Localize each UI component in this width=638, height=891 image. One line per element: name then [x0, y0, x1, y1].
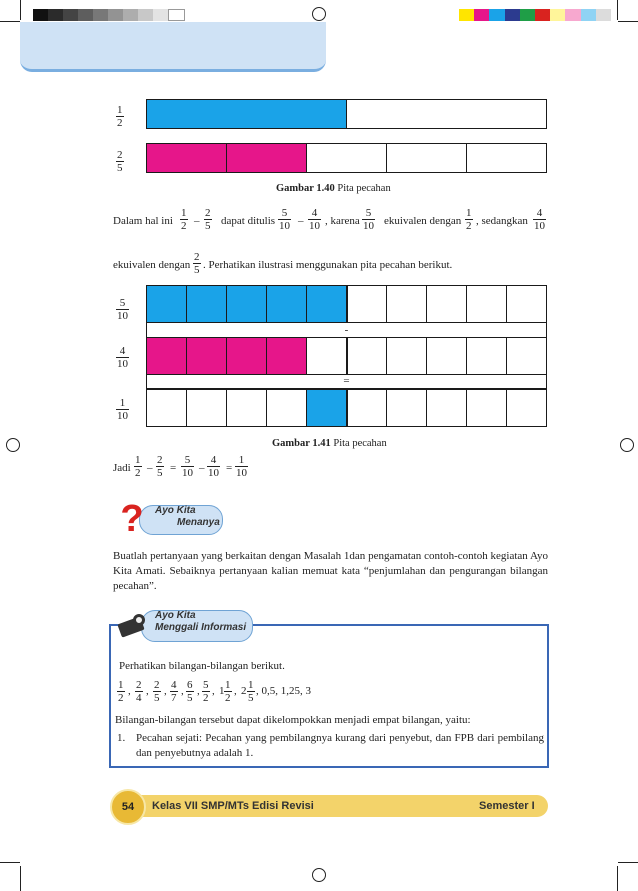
equals-sign: = [343, 375, 350, 387]
fraction-bar-one-tenth [146, 389, 547, 427]
header-band [20, 22, 326, 72]
crop-mark [20, 866, 21, 891]
grayscale-bar [33, 9, 185, 21]
color-bar [459, 9, 611, 21]
figure-caption-1-40: Gambar 1.40 Pita pecahan [276, 183, 391, 194]
fraction-label-five-tenths: $\frac{5}{10}$ [117, 297, 128, 322]
minus-sign: - [344, 324, 349, 336]
menanya-paragraph: Buatlah pertanyaan yang berkaitan dengan Masalah 1dan pengamatan contoh-contoh kegiatan Ayo Kita Amati. Sebaiknya pertanyaan kalian memuat kata “penjumlahan dan pengurangan bilangan pecahan”. [113, 550, 548, 592]
crop-mark [0, 21, 20, 22]
list-item-number: 1. [117, 732, 126, 744]
crop-mark [0, 862, 20, 863]
fraction-bar-four-tenths [146, 337, 547, 375]
list-item-text: Pecahan sejati: Pecahan yang pembilangnya kurang dari penyebut, dan FPB dari pembilang dan penyebutnya adalah 1. [136, 732, 544, 759]
info-intro: Perhatikan bilangan-bilangan berikut. [119, 660, 285, 672]
fraction-label-four-tenths: $\frac{4}{10}$ [117, 345, 128, 370]
fraction-label-two-fifths: $\frac{2}{5}$ [117, 149, 123, 174]
fraction-bar-half [146, 99, 547, 129]
badge-line-1: Ayo Kita [155, 505, 196, 516]
badge-line-2: Menggali Informasi [155, 622, 247, 633]
fraction-bar-two-fifths [146, 143, 547, 173]
question-mark-icon: ? [120, 498, 144, 540]
registration-mark-right [620, 438, 634, 452]
footer-semester: Semester I [479, 800, 535, 812]
minus-strip [146, 323, 547, 337]
registration-mark-left [6, 438, 20, 452]
footer-book-title: Kelas VII SMP/MTs Edisi Revisi [152, 800, 314, 812]
ayo-menanya-badge [113, 499, 225, 539]
ayo-informasi-badge [113, 604, 253, 644]
registration-mark-top [312, 7, 326, 21]
badge-line-2: Menanya [177, 517, 220, 528]
badge-line-1: Ayo Kita [155, 610, 196, 621]
crop-mark [617, 0, 618, 20]
equals-strip [146, 375, 547, 389]
crop-mark [617, 866, 618, 891]
fraction-label-one-tenth: $\frac{1}{10}$ [117, 397, 128, 422]
fraction-bar-five-tenths [146, 285, 547, 323]
crop-mark [618, 862, 638, 863]
group-text: Bilangan-bilangan tersebut dapat dikelompokkan menjadi empat bilangan, yaitu: [115, 714, 471, 726]
fraction-label-half: $\frac{1}{2}$ [117, 104, 123, 129]
page-number: 54 [121, 801, 135, 813]
registration-mark-bottom [312, 868, 326, 882]
crop-mark [20, 0, 21, 20]
page-number-circle [110, 789, 146, 825]
magnifier-book-icon [117, 614, 149, 638]
figure-caption-1-41: Gambar 1.41 Pita pecahan [272, 438, 387, 449]
crop-mark [618, 21, 638, 22]
